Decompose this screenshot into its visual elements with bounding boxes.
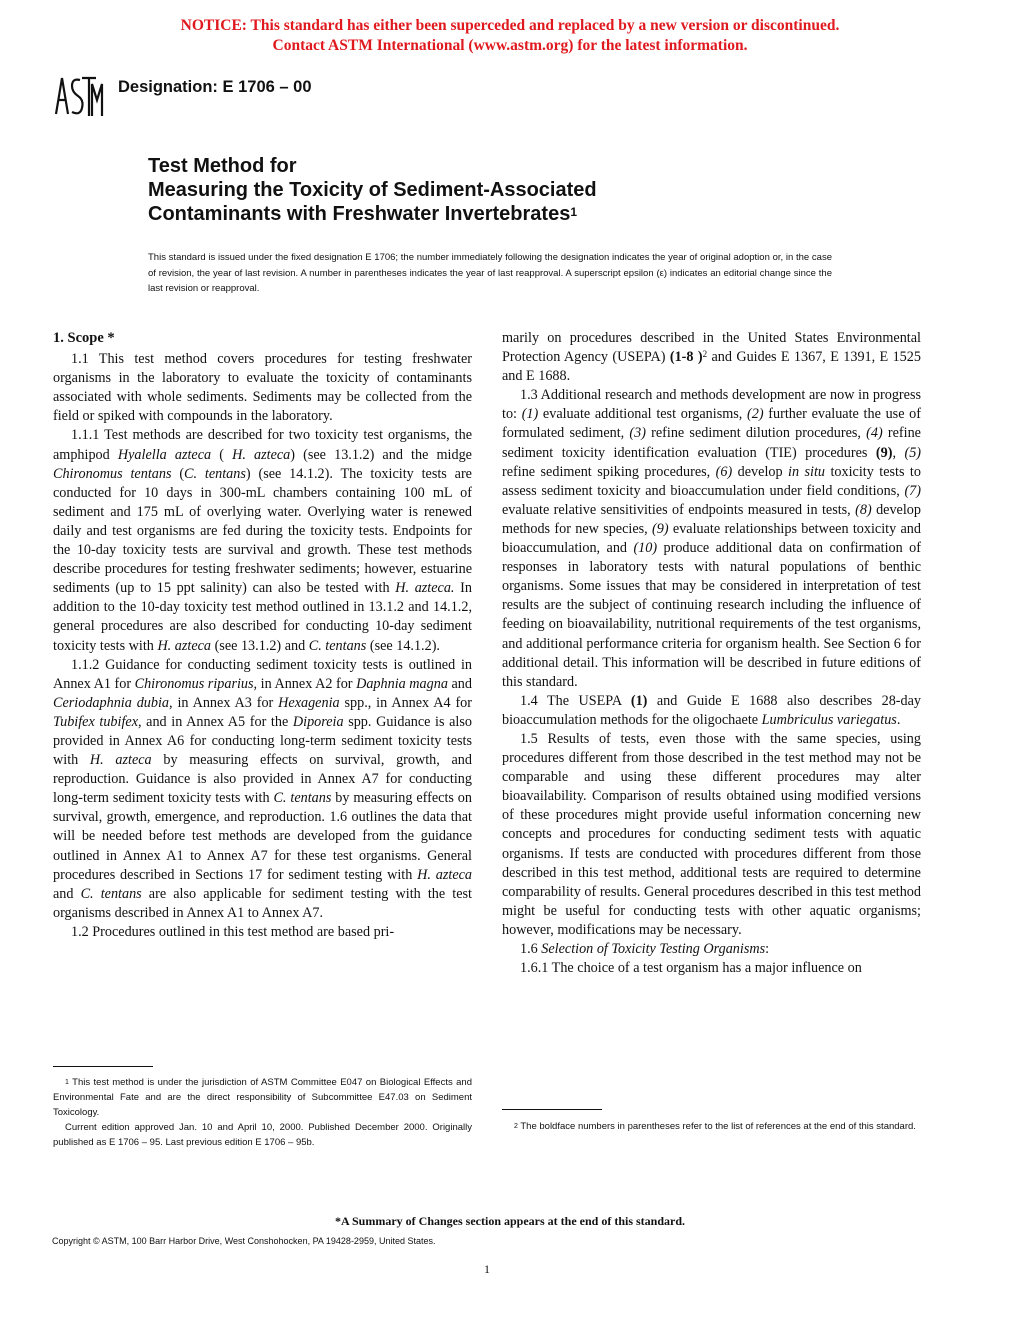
- section-heading-scope: 1. Scope *: [53, 330, 115, 346]
- footnote-rule-left: [53, 1066, 153, 1067]
- notice-line-2: Contact ASTM International (www.astm.org) for the latest information.: [272, 37, 748, 54]
- title-line-2: Measuring the Toxicity of Sediment-Associated: [148, 179, 597, 201]
- title-line-3-text: Contaminants with Freshwater Invertebrates: [148, 203, 571, 225]
- paragraph-1-1-1: 1.1.1 Test methods are described for two toxicity test organisms, the amphipod Hyalella azteca ( H. azteca) (see 13.1.2) and the midge Chironomus tentans (C. tentans) (see 14.1.2). The toxicity tests are conducted for 10 days in 300-mL chambers containing 100 mL of sediment and 175 mL of overlying water. Overlying water is renewed daily and test organisms are fed during the toxicity tests. Endpoints for the 10-day toxicity tests are survival and growth. These test methods describe procedures for testing freshwater sediments; however, estuarine sediments (up to 15 ppt salinity) can also be tested with H. azteca. In addition to the 10-day toxicity test method outlined in 13.1.2 and 14.1.2, general procedures are also described for conducting 10-day sediment toxicity tests with H. azteca (see 13.1.2) and C. tentans (see 14.1.2).: [53, 427, 472, 654]
- document-title: [148, 154, 597, 226]
- summary-note: *A Summary of Changes section appears at the end of this standard.: [334, 1214, 686, 1228]
- paragraph-1-6-1: 1.6.1 The choice of a test organism has a major influence on: [520, 960, 862, 977]
- paragraph-1-5: 1.5 Results of tests, even those with the same species, using procedures different from those described in the test method may not be comparable and using these different procedures may alter bioavailability. Comparison of results obtained using modified versions of these procedures might provide useful information concerning new concepts and procedures for conducting sediment tests with aquatic organisms. If tests are conducted with procedures different from those described in this test method, additional tests are required to determine comparability of results. General procedures described in this test method might be useful for conducting tests with other aquatic organisms; however, modifications may be necessary.: [502, 730, 921, 938]
- paragraph-1-1: 1.1 This test method covers procedures for testing freshwater organisms in the laboratory to evaluate the toxicity of contaminants associated with whole sediments. Sediments may be collected from the field or spiked with compounds in the laboratory.: [53, 351, 472, 425]
- copyright-line: Copyright © ASTM, 100 Barr Harbor Drive, West Conshohocken, PA 19428-2959, United States.: [52, 1236, 436, 1246]
- footnote-2-para: $^2$ The boldface numbers in parentheses refer to the list of references at the end of this standard.: [514, 1121, 916, 1132]
- left-column: [53, 329, 472, 942]
- title-line-3: [148, 202, 597, 226]
- astm-logo: [52, 72, 104, 120]
- right-column: [502, 329, 921, 978]
- footnote-1-para-1: $^1$ This test method is under the jurisdiction of ASTM Committee E047 on Biological Effects and Environmental Fate and are the direct responsibility of Subcommittee E47.03 on Sediment Toxicology.: [53, 1077, 472, 1118]
- paragraph-1-3: 1.3 Additional research and methods development are now in progress to: (1) evaluate additional test organisms, (2) further evaluate the use of formulated sediment, (3) refine sediment dilution procedures, (4) refine sediment toxicity identification evaluation (TIE) procedures (9), (5) refine sediment spiking procedures, (6) develop in situ toxicity tests to assess sediment toxicity and bioaccumulation under field conditions, (7) evaluate relative sensitivities of endpoints measured in tests, (8) develop methods for new species, (9) evaluate relationships between toxicity and bioaccumulation, and (10) produce additional data on confirmation of responses in laboratory tests with natural populations of benthic organisms. Some issues that may be considered in interpretation of test results are the subject of continuing research including the influence of feeding on bioavailability, nutritional requirements of the test organisms, and additional performance criteria for organism health. See Section 6 for additional detail. This information will be described in future editions of this standard.: [502, 387, 922, 690]
- designation: Designation: E 1706 – 00: [118, 78, 312, 96]
- paragraph-1-6: 1.6 Selection of Toxicity Testing Organisms:: [520, 941, 770, 957]
- astm-logo-text: ASTM: [52, 72, 55, 73]
- notice-line-1: NOTICE: This standard has either been superceded and replaced by a new version or discontinued.: [180, 17, 840, 34]
- paragraph-1-2-continued: marily on procedures described in the United States Environmental Protection Agency (USEPA) (1-8 )$^2$ and Guides E 1367, E 1391, E 1525 and E 1688.: [502, 330, 921, 385]
- title-line-1: Test Method for: [148, 155, 297, 177]
- footnote-1: [53, 1075, 472, 1150]
- notice-banner: [0, 16, 1020, 56]
- footnote-2: [502, 1119, 921, 1134]
- paragraph-1-4: 1.4 The USEPA (1) and Guide E 1688 also describes 28-day bioaccumulation methods for the oligochaete Lumbriculus variegatus.: [502, 692, 921, 728]
- page-number: 1: [484, 1262, 490, 1276]
- footnote-rule-right: [502, 1109, 602, 1110]
- paragraph-1-1-2: 1.1.2 Guidance for conducting sediment toxicity tests is outlined in Annex A1 for Chironomus riparius, in Annex A2 for Daphnia magna and Ceriodaphnia dubia, in Annex A3 for Hexagenia spp., in Annex A4 for Tubifex tubifex, and in Annex A5 for the Diporeia spp. Guidance is also provided in Annex A6 for conducting long-term sediment toxicity tests with H. azteca by measuring effects on survival, growth, and reproduction. Guidance is also provided in Annex A7 for conducting long-term sediment toxicity tests with C. tentans by measuring effects on survival, growth, emergence, and reproduction. 1.6 outlines the data that will be needed before test methods are developed from the guidance outlined in Annex A1 to Annex A7 for these test organisms. General procedures described in Sections 17 for sediment testing with H. azteca and C. tentans are also applicable for sediment testing with the test organisms described in Annex A1 to Annex A7.: [53, 656, 473, 921]
- title-footnote-mark: 1: [570, 205, 578, 219]
- paragraph-1-2-start: 1.2 Procedures outlined in this test method are based pri-: [71, 923, 395, 940]
- footnote-1-para-2: Current edition approved Jan. 10 and April 10, 2000. Published December 2000. Originally published as E 1706 – 95. Last previous edition E 1706 – 95b.: [53, 1122, 472, 1148]
- issued-note: This standard is issued under the fixed designation E 1706; the number immediately following the designation indicates the year of original adoption or, in the case of revision, the year of last revision. A number in parentheses indicates the year of last reapproval. A superscript epsilon (ε) indicates an editorial change since the last revision or reapproval.: [148, 252, 832, 294]
